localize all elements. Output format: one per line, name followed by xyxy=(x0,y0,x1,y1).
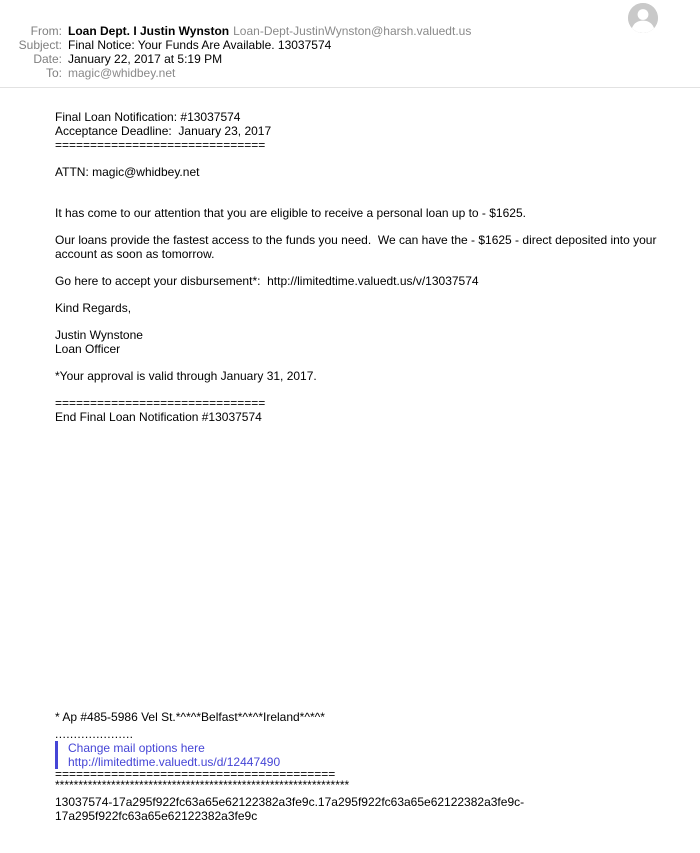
equals-rule-long: ======================================== xyxy=(55,767,336,781)
header-row-date xyxy=(10,52,700,66)
paragraph-deposit: Our loans provide the fastest access to the funds you need. We can have the - $1625 - direct deposited into your account as soon as tomorrow. xyxy=(55,233,660,261)
dots-rule: ..................... xyxy=(55,727,134,741)
signature-name: Justin Wynstone xyxy=(55,328,143,342)
notification-title: Final Loan Notification: #13037574 xyxy=(55,110,241,124)
quoted-links-block xyxy=(55,741,670,769)
equals-rule-top: ============================== xyxy=(55,138,266,152)
email-body xyxy=(55,110,670,823)
avatar xyxy=(628,3,658,33)
paragraph-disbursement: Go here to accept your disbursement*: http://limitedtime.valuedt.us/v/13037574 xyxy=(55,274,479,288)
header-row-subject xyxy=(10,38,700,52)
tracking-hash-line-1: 13037574-17a295f922fc63a65e62122382a3fe9c.17a295f922fc63a65e62122382a3fe9c- xyxy=(55,795,525,809)
header-divider xyxy=(0,87,700,88)
approval-note: *Your approval is valid through January 31, 2017. xyxy=(55,369,317,383)
signature-title: Loan Officer xyxy=(55,342,121,356)
end-line: End Final Loan Notification #13037574 xyxy=(55,410,262,424)
sender-email[interactable]: Loan-Dept-JustinWynston@harsh.valuedt.us xyxy=(233,24,472,38)
from-label: From: xyxy=(30,24,62,38)
blank-space xyxy=(55,424,670,710)
header-row-to xyxy=(10,66,700,80)
subject-value: Final Notice: Your Funds Are Available. 13037574 xyxy=(68,38,332,52)
change-mail-options-link[interactable]: Change mail options here xyxy=(68,741,205,755)
sender-name[interactable]: Loan Dept. I Justin Wynston xyxy=(68,24,230,38)
tracking-hash-line-2: 17a295f922fc63a65e62122382a3fe9c xyxy=(55,809,258,823)
from-value xyxy=(68,24,471,38)
tracking-hash xyxy=(55,795,670,823)
equals-rule-end: ============================== xyxy=(55,396,266,410)
to-label: To: xyxy=(45,66,62,80)
mail-options-url-link[interactable]: http://limitedtime.valuedt.us/d/12447490 xyxy=(68,755,281,769)
paragraph-eligible: It has come to our attention that you are eligible to receive a personal loan up to - $1625. xyxy=(55,206,526,220)
regards-line: Kind Regards, xyxy=(55,301,132,315)
attn-line: ATTN: magic@whidbey.net xyxy=(55,165,200,179)
address-line: * Ap #485-5986 Vel St.*^*^*Belfast*^*^*Ireland*^*^* xyxy=(55,710,325,724)
email-header xyxy=(0,0,700,80)
subject-label: Subject: xyxy=(18,38,62,52)
header-row-from xyxy=(10,24,700,38)
asterisk-rule: *************************************************************** xyxy=(55,778,350,792)
date-value: January 22, 2017 at 5:19 PM xyxy=(68,52,223,66)
deadline-line: Acceptance Deadline: January 23, 2017 xyxy=(55,124,272,138)
date-label: Date: xyxy=(33,52,62,66)
to-email[interactable]: magic@whidbey.net xyxy=(68,66,176,80)
